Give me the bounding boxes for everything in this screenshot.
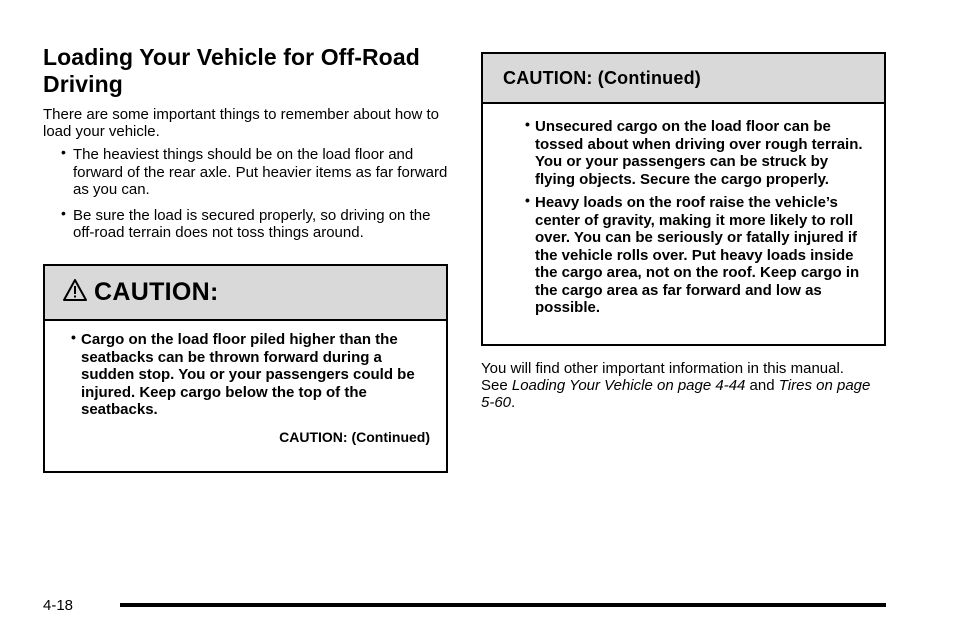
caution-list — [73, 331, 430, 419]
list-item-text: Be sure the load is secured properly, so driving on the off-road terrain does not toss things around. — [73, 206, 431, 241]
list-item-text: Heavy loads on the roof raise the vehicle’s center of gravity, making it more likely to roll over. You can be seriously or fatally injured if the vehicle rolls over. Put heavy loads inside the cargo area, not on the roof. Keep cargo in the cargo area as far forward and low as possible. — [535, 194, 860, 316]
title-line-2: Driving — [43, 71, 123, 97]
reference-link-loading[interactable]: Loading Your Vehicle on page 4-44 — [511, 377, 746, 394]
info-sentence: You will find other important information in this manual. — [481, 360, 844, 377]
title-line-1: Loading Your Vehicle for Off-Road — [43, 44, 420, 70]
caution-title: CAUTION: — [94, 278, 219, 306]
bullet-icon: • — [61, 204, 66, 221]
load-tips-list — [43, 146, 448, 242]
footer-rule — [120, 603, 886, 607]
caution-header — [483, 54, 884, 104]
page-number: 4-18 — [43, 597, 74, 614]
bullet-icon: • — [525, 116, 530, 132]
period-text: . — [511, 394, 516, 411]
intro-paragraph: There are some important things to remember about how to load your vehicle. — [43, 106, 440, 140]
see-text: See — [481, 377, 512, 394]
caution-header — [45, 266, 446, 321]
caution-body — [483, 104, 884, 317]
list-item-text: Cargo on the load floor piled higher than the seatbacks can be thrown forward during a sudden stop. You or your passengers could be injured. Keep cargo below the top of the seatbacks. — [81, 331, 415, 418]
caution-title: CAUTION: (Continued) — [503, 67, 701, 88]
list-item — [43, 146, 448, 199]
bullet-icon: • — [61, 144, 66, 160]
caution-continued-box — [481, 52, 886, 346]
bullet-icon: • — [71, 329, 76, 345]
caution-box — [43, 264, 448, 473]
list-item — [527, 194, 868, 317]
and-text: and — [745, 377, 779, 394]
caution-continued-label: CAUTION: (Continued) — [279, 428, 430, 445]
list-item-text: Unsecured cargo on the load floor can be tossed about when driving over rough terrain. You or your passengers can be struck by flying objects. Secure the cargo properly. — [535, 118, 863, 188]
warning-triangle-icon — [62, 278, 88, 302]
list-item — [527, 118, 868, 188]
list-item — [73, 331, 430, 419]
reference-link-tires[interactable]: Tires on page 5-60 — [481, 377, 871, 411]
section-title — [43, 44, 448, 98]
caution-list — [527, 118, 868, 317]
caution-body — [45, 321, 446, 445]
bullet-icon: • — [525, 192, 530, 208]
cross-reference-paragraph — [481, 360, 886, 411]
list-item — [43, 204, 448, 242]
left-column — [43, 44, 448, 250]
list-item-text: The heaviest things should be on the load floor and forward of the rear axle. Put heavier items as far forward as you can. — [73, 146, 448, 198]
